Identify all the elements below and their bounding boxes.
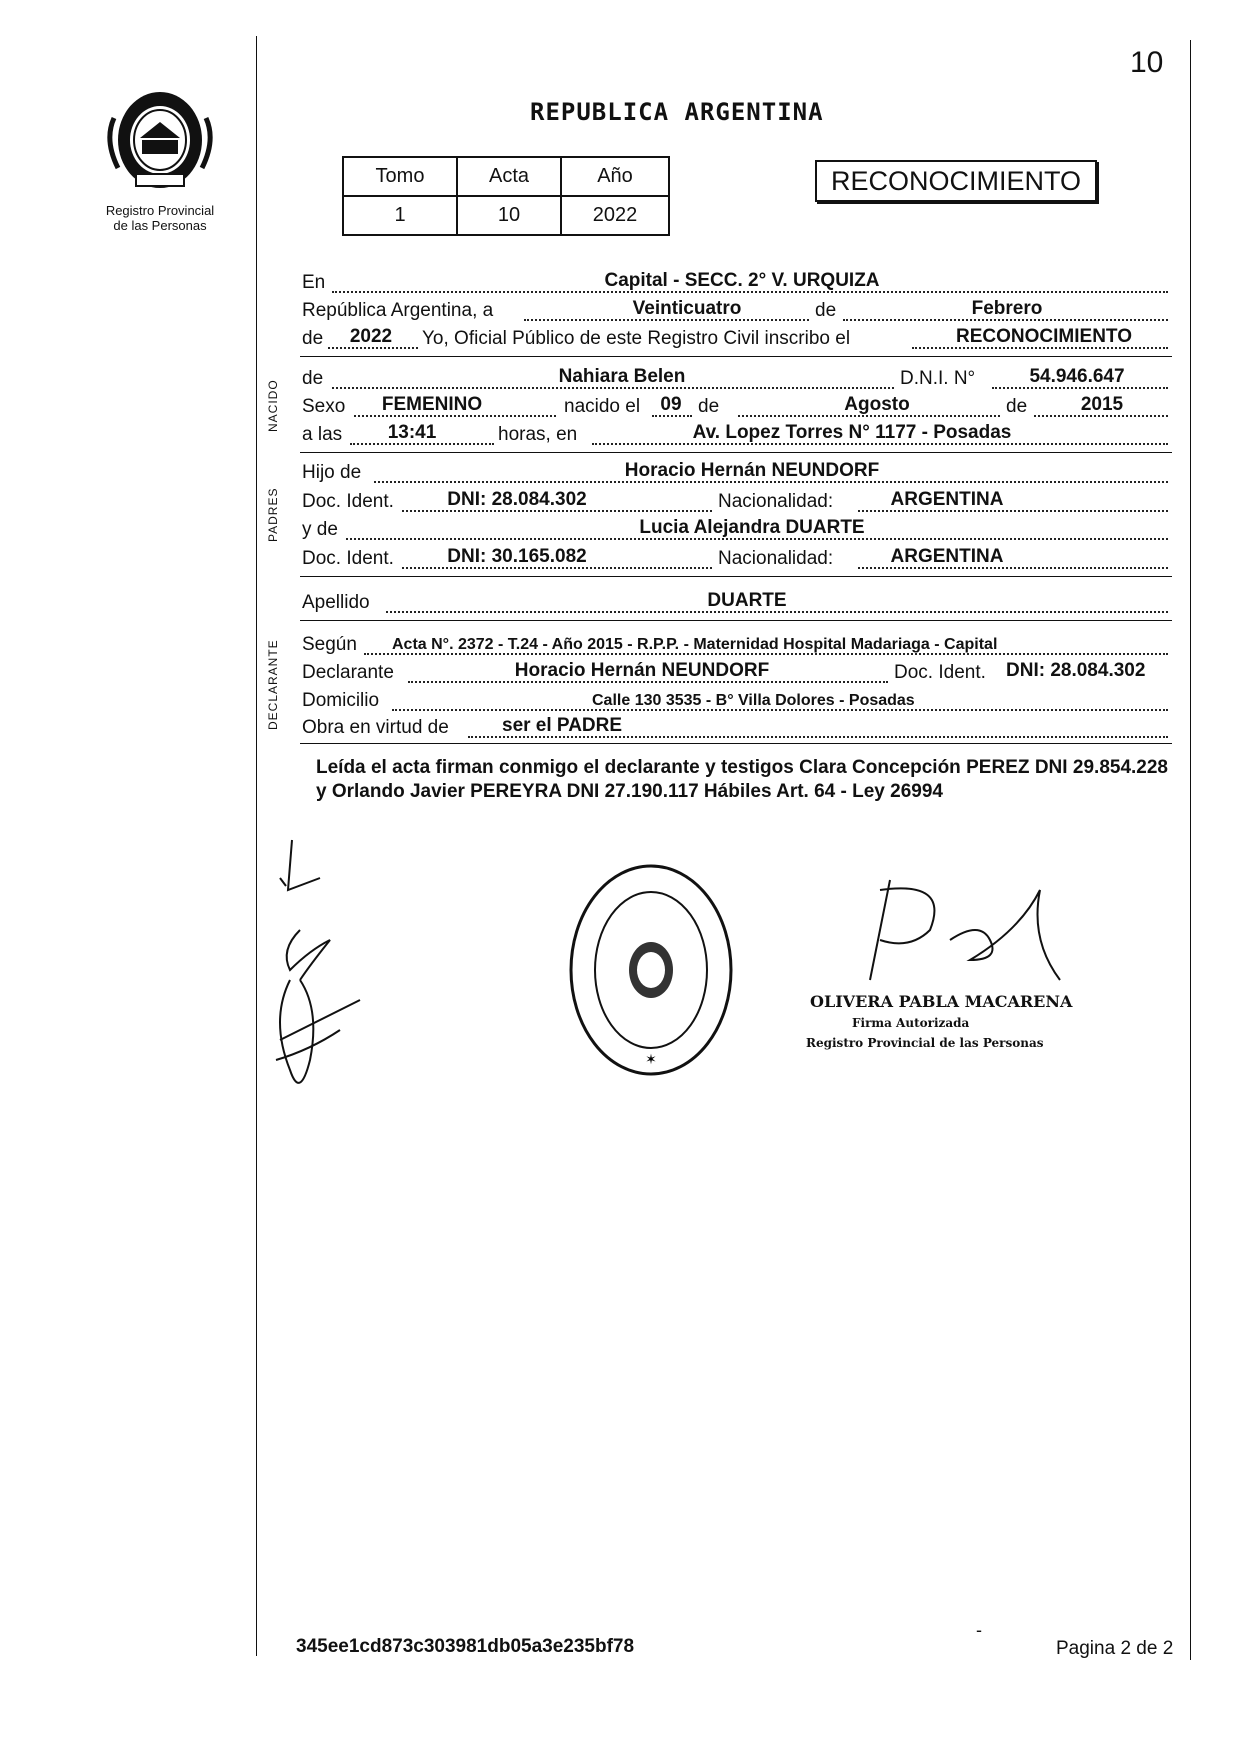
label-y-de: y de xyxy=(302,519,338,540)
official-stamp xyxy=(566,860,736,1085)
value-dni: 54.946.647 xyxy=(1029,366,1125,387)
value-nac-dia: 09 xyxy=(660,394,682,415)
row-padre xyxy=(302,458,1170,486)
table-cell: 2022 xyxy=(561,196,669,235)
row-obra xyxy=(302,713,1170,741)
label-de3: de xyxy=(302,368,324,389)
row-madre xyxy=(302,515,1170,543)
table-cell: 10 xyxy=(457,196,561,235)
row-declarante xyxy=(302,658,1170,686)
coat-of-arms-icon xyxy=(100,78,220,198)
official-role: Firma Autorizada xyxy=(852,1016,970,1030)
label-alas: a las xyxy=(302,424,343,445)
value-nombre: Nahiara Belen xyxy=(558,366,686,387)
value-apellido: DUARTE xyxy=(707,590,787,611)
label-doc-ident: Doc. Ident. xyxy=(302,491,394,512)
margin-line xyxy=(256,36,257,1656)
label-nac-de2: de xyxy=(1006,396,1028,417)
value-sexo: FEMENINO xyxy=(381,394,483,415)
official-signature xyxy=(840,870,1070,1000)
value-segun: Acta N°. 2372 - T.24 - Año 2015 - R.P.P. - Maternidad Hospital Madariaga - Capital xyxy=(392,636,998,653)
logo-caption-line2: de las Personas xyxy=(113,218,207,233)
act-type-box: RECONOCIMIENTO xyxy=(815,160,1097,202)
reference-table xyxy=(342,156,670,236)
label-sexo: Sexo xyxy=(302,396,346,417)
label-obra: Obra en virtud de xyxy=(302,717,449,738)
label-declarante: Declarante xyxy=(302,662,394,683)
label-nacionalidad: Nacionalidad: xyxy=(718,491,834,512)
value-dia: Veinticuatro xyxy=(632,298,742,319)
label-nac-de: de xyxy=(698,396,720,417)
row-apellido xyxy=(302,588,1170,616)
label-doc-ident-2: Doc. Ident. xyxy=(302,548,394,569)
value-nac-mes: Agosto xyxy=(844,394,910,415)
stamp-seal-icon xyxy=(566,860,736,1080)
label-inscribo: Yo, Oficial Público de este Registro Civil inscribo el xyxy=(422,328,851,349)
official-name: OLIVERA PABLA MACARENA xyxy=(810,992,1073,1011)
label-domicilio: Domicilio xyxy=(302,690,380,711)
svg-text:✶: ✶ xyxy=(645,1052,657,1068)
label-nacionalidad-2: Nacionalidad: xyxy=(718,548,834,569)
row-segun xyxy=(302,630,1170,658)
label-apellido: Apellido xyxy=(302,592,370,613)
side-label-declarante: DECLARANTE xyxy=(266,639,280,730)
side-label-nacido: NACIDO xyxy=(266,379,280,432)
logo-caption-line1: Registro Provincial xyxy=(105,203,215,218)
label-de: de xyxy=(815,300,837,321)
label-en: En xyxy=(302,272,326,293)
row-sexo xyxy=(302,392,1170,420)
row-inscripcion xyxy=(302,324,1170,352)
value-obra: ser el PADRE xyxy=(502,715,623,736)
value-padre-dni: DNI: 28.084.302 xyxy=(447,489,587,510)
row-madre-doc xyxy=(302,544,1170,572)
row-domicilio xyxy=(302,686,1170,714)
document-hash: 345ee1cd873c303981db05a3e235bf78 xyxy=(296,1636,635,1657)
table-header: Acta xyxy=(457,157,561,196)
value-localidad: Capital - SECC. 2° V. URQUIZA xyxy=(604,270,880,291)
side-label-padres: PADRES xyxy=(266,487,280,542)
witness-signatures xyxy=(270,830,380,1110)
label-segun: Según xyxy=(302,634,357,655)
value-padre: Horacio Hernán NEUNDORF xyxy=(624,460,880,481)
page-number: 10 xyxy=(1130,46,1164,79)
table-cell: 1 xyxy=(343,196,457,235)
label-dni: D.N.I. N° xyxy=(900,368,976,389)
registry-logo xyxy=(100,78,220,233)
label-de2: de xyxy=(302,328,324,349)
right-border xyxy=(1190,40,1191,1660)
label-horas-en: horas, en xyxy=(498,424,578,445)
value-anio: 2022 xyxy=(349,326,393,347)
row-nombre xyxy=(302,364,1170,392)
value-hora: 13:41 xyxy=(387,422,437,443)
label-decl-doc: Doc. Ident. xyxy=(894,662,986,683)
value-decl-doc: DNI: 28.084.302 xyxy=(1006,660,1146,681)
value-padre-nacionalidad: ARGENTINA xyxy=(890,489,1004,510)
value-domicilio: Calle 130 3535 - B° Villa Dolores - Posadas xyxy=(592,692,915,709)
value-lugar: Av. Lopez Torres N° 1177 - Posadas xyxy=(692,422,1012,443)
official-org: Registro Provincial de las Personas xyxy=(806,1036,1044,1050)
value-tipo-inscripcion: RECONOCIMIENTO xyxy=(956,326,1132,347)
table-header: Tomo xyxy=(343,157,457,196)
value-madre-dni: DNI: 30.165.082 xyxy=(447,546,587,567)
table-header: Año xyxy=(561,157,669,196)
page-indicator: Pagina 2 de 2 xyxy=(1056,1638,1174,1659)
value-nac-anio: 2015 xyxy=(1080,394,1124,415)
label-republica: República Argentina, a xyxy=(302,300,494,321)
row-fecha xyxy=(302,296,1170,324)
row-hora xyxy=(302,420,1170,448)
value-mes: Febrero xyxy=(971,298,1043,319)
row-en xyxy=(302,268,1170,296)
value-madre: Lucia Alejandra DUARTE xyxy=(639,517,865,538)
row-padre-doc xyxy=(302,487,1170,515)
value-declarante: Horacio Hernán NEUNDORF xyxy=(514,660,770,681)
closing-text: Leída el acta firman conmigo el declarante y testigos Clara Concepción PEREZ DNI 29.854.228 y Orlando Javier PEREYRA DNI 27.190.117 Hábiles Art. 64 - Ley 26994 xyxy=(316,757,1168,802)
label-nacido: nacido el xyxy=(564,396,641,417)
document-title: REPUBLICA ARGENTINA xyxy=(530,98,824,126)
label-hijo-de: Hijo de xyxy=(302,462,362,483)
footer-mark: - xyxy=(976,1620,982,1640)
value-madre-nacionalidad: ARGENTINA xyxy=(890,546,1004,567)
